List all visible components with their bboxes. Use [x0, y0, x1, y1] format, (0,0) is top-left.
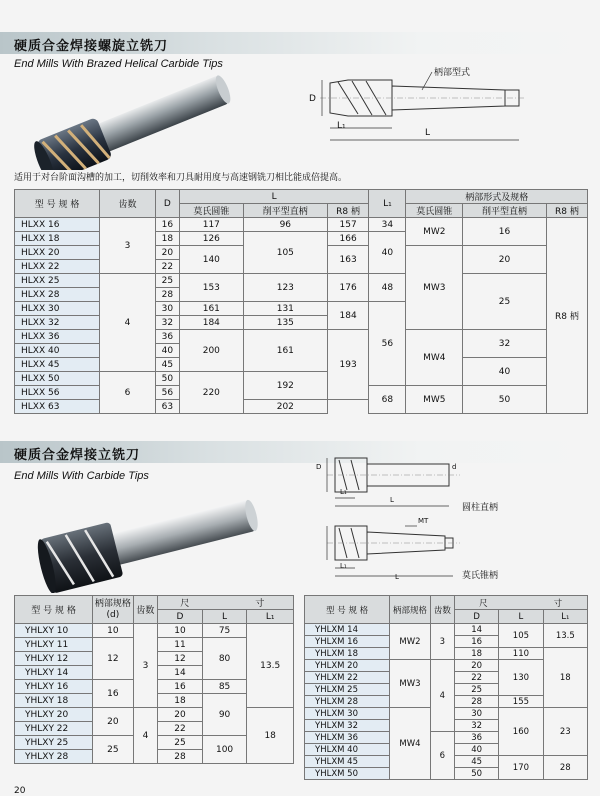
model-cell: YHLXM 22 — [305, 672, 390, 684]
col-model: 型 号 规 格 — [15, 596, 93, 624]
l-cell: 105 — [499, 624, 543, 648]
col-l: L — [179, 190, 368, 204]
teeth-cell: 6 — [430, 732, 454, 780]
model-cell: YHLXM 14 — [305, 624, 390, 636]
d-cell: 20 — [155, 246, 179, 260]
teeth-cell: 4 — [100, 274, 156, 372]
shank-cell: 20 — [93, 708, 133, 736]
l-cell: 170 — [499, 756, 543, 780]
drawing-l1-label: L₁ — [337, 121, 346, 131]
model-cell: YHLXY 22 — [15, 722, 93, 736]
d-cell: 56 — [155, 386, 179, 400]
model-cell: YHLXM 40 — [305, 744, 390, 756]
d-cell: 22 — [158, 722, 203, 736]
model-cell: HLXX 28 — [15, 288, 100, 302]
l1-cell: 13.5 — [247, 624, 294, 708]
model-cell: YHLXY 20 — [15, 708, 93, 722]
mw-cell: MW3 — [406, 246, 463, 330]
model-cell: YHLXM 45 — [305, 756, 390, 768]
col-teeth: 齿数 — [430, 596, 454, 624]
d-cell: 22 — [455, 672, 499, 684]
col-l1: L₁ — [543, 610, 587, 624]
straight-shank-label: 圆柱直柄 — [462, 503, 499, 513]
d-cell: 12 — [158, 652, 203, 666]
d-cell: 22 — [155, 260, 179, 274]
d-cell: 18 — [455, 648, 499, 660]
col-l: L — [202, 610, 247, 624]
l-cell: 130 — [499, 660, 543, 696]
teeth-cell: 3 — [100, 218, 156, 274]
l-cell: 110 — [499, 648, 543, 660]
col-shank-r8: R8 柄 — [546, 204, 587, 218]
l-morse-cell: 117 — [179, 218, 243, 232]
l1-cell: 56 — [369, 302, 406, 386]
l-flat-cell: 96 — [243, 218, 327, 232]
l1-cell: 23 — [543, 708, 587, 756]
col-l-r8: R8 柄 — [327, 204, 368, 218]
l-morse-cell: 161 — [179, 302, 243, 316]
carbide-end-mill-photo — [30, 488, 260, 593]
flat-shank-cell: 16 — [463, 218, 547, 246]
straight-shank-table — [14, 595, 294, 764]
model-cell: YHLXY 12 — [15, 652, 93, 666]
drawing2b-l1-label: L₁ — [340, 562, 347, 570]
model-cell: HLXX 25 — [15, 274, 100, 288]
drawing2b-l-label: L — [395, 573, 399, 581]
drawing-l-label: L — [425, 128, 431, 138]
teeth-cell: 6 — [100, 372, 156, 414]
l1-cell: 68 — [369, 386, 406, 414]
model-cell: YHLXM 25 — [305, 684, 390, 696]
model-cell: YHLXY 16 — [15, 680, 93, 694]
l-morse-cell: 220 — [179, 372, 243, 414]
col-shank: 柄部形式及规格 — [406, 190, 588, 204]
flat-shank-cell: 40 — [463, 358, 547, 386]
drawing2-d-label: D — [316, 463, 322, 471]
d-cell: 25 — [158, 736, 203, 750]
shank-cell: MW3 — [390, 660, 430, 708]
d-cell: 16 — [455, 636, 499, 648]
d-cell: 28 — [155, 288, 179, 302]
l1-cell: 13.5 — [543, 624, 587, 648]
d-cell: 18 — [158, 694, 203, 708]
drawing2-dd-label: d — [452, 463, 457, 471]
d-cell: 10 — [158, 624, 203, 638]
col-model: 型 号 规 格 — [15, 190, 100, 218]
drawing2-l-label: L — [390, 496, 394, 504]
d-cell: 18 — [155, 232, 179, 246]
col-size: 尺 寸 — [455, 596, 588, 610]
d-cell: 16 — [155, 218, 179, 232]
l1-cell: 34 — [369, 218, 406, 232]
d-cell: 30 — [155, 302, 179, 316]
model-cell: YHLXY 25 — [15, 736, 93, 750]
flat-shank-cell: 32 — [463, 330, 547, 358]
l-r8-cell: 176 — [327, 274, 368, 302]
col-shank-morse: 莫氏圆锥 — [406, 204, 463, 218]
d-cell: 36 — [455, 732, 499, 744]
col-size: 尺 寸 — [158, 596, 294, 610]
l-flat-cell: 202 — [243, 400, 327, 414]
helical-end-mill-photo — [25, 70, 240, 170]
l-morse-cell: 140 — [179, 246, 243, 274]
helical-end-mill-drawing — [300, 68, 535, 148]
l-r8-cell: 193 — [327, 330, 368, 400]
col-l-flat: 削平型直柄 — [243, 204, 327, 218]
col-l-morse: 莫氏圆锥 — [179, 204, 243, 218]
l1-cell: 18 — [543, 648, 587, 708]
drawing2-l1-label: L₁ — [340, 488, 347, 496]
mw-cell: MW4 — [406, 330, 463, 386]
flat-shank-cell: 20 — [463, 246, 547, 274]
l-r8-cell: 163 — [327, 246, 368, 274]
drawing-d-label: D — [309, 94, 316, 104]
l-flat-cell: 105 — [243, 232, 327, 274]
model-cell: HLXX 45 — [15, 358, 100, 372]
d-cell: 14 — [455, 624, 499, 636]
flat-shank-cell: 25 — [463, 274, 547, 330]
model-cell: YHLXY 10 — [15, 624, 93, 638]
shank-cell: 10 — [93, 624, 133, 638]
model-cell: HLXX 50 — [15, 372, 100, 386]
model-cell: YHLXM 28 — [305, 696, 390, 708]
d-cell: 40 — [155, 344, 179, 358]
d-cell: 50 — [155, 372, 179, 386]
model-cell: YHLXY 11 — [15, 638, 93, 652]
r8-shank-cell: R8 柄 — [546, 218, 587, 414]
mw-cell: MW5 — [406, 386, 463, 414]
col-shank: 柄部规格 (d) — [93, 596, 133, 624]
page-number: 20 — [14, 786, 26, 796]
teeth-cell: 4 — [430, 660, 454, 732]
teeth-cell: 4 — [133, 708, 158, 764]
section1-note: 适用于对台阶面沟槽的加工，切削效率和刀具耐用度与高速钢铣刀相比能成倍提高。 — [14, 173, 348, 183]
shank-cell: MW4 — [390, 708, 430, 780]
flat-shank-cell: 50 — [463, 386, 547, 414]
d-cell: 11 — [158, 638, 203, 652]
d-cell: 36 — [155, 330, 179, 344]
l-cell: 90 — [202, 694, 247, 736]
d-cell: 32 — [455, 720, 499, 732]
col-d: D — [158, 610, 203, 624]
morse-shank-label: 莫氏锥柄 — [462, 571, 499, 581]
model-cell: HLXX 18 — [15, 232, 100, 246]
model-cell: YHLXM 30 — [305, 708, 390, 720]
section1-subtitle: End Mills With Brazed Helical Carbide Tips — [14, 58, 223, 70]
l-morse-cell: 126 — [179, 232, 243, 246]
l-cell: 160 — [499, 708, 543, 756]
l-cell: 80 — [202, 638, 247, 680]
l-cell: 100 — [202, 736, 247, 764]
section2-title: 硬质合金焊接立铣刀 — [14, 448, 141, 463]
section2-banner — [0, 441, 600, 463]
d-cell: 16 — [158, 680, 203, 694]
col-teeth: 齿数 — [100, 190, 156, 218]
shank-cell: MW2 — [390, 624, 430, 660]
model-cell: YHLXM 20 — [305, 660, 390, 672]
l-cell: 155 — [499, 696, 543, 708]
l-morse-cell: 200 — [179, 330, 243, 372]
mw-cell: MW2 — [406, 218, 463, 246]
model-cell: YHLXM 16 — [305, 636, 390, 648]
l-flat-cell: 123 — [243, 274, 327, 302]
d-cell: 14 — [158, 666, 203, 680]
l1-cell: 48 — [369, 274, 406, 302]
d-cell: 20 — [158, 708, 203, 722]
d-cell: 28 — [158, 750, 203, 764]
model-cell: YHLXM 18 — [305, 648, 390, 660]
shank-cell: 12 — [93, 638, 133, 680]
d-cell: 20 — [455, 660, 499, 672]
model-cell: YHLXM 50 — [305, 768, 390, 780]
drawing2-mt-label: MT — [418, 517, 429, 525]
l-cell: 75 — [202, 624, 247, 638]
col-shank: 柄部规格 — [390, 596, 430, 624]
d-cell: 25 — [155, 274, 179, 288]
l-flat-cell: 161 — [243, 330, 327, 372]
l-r8-cell: 166 — [327, 232, 368, 246]
model-cell: HLXX 56 — [15, 386, 100, 400]
model-cell: HLXX 40 — [15, 344, 100, 358]
col-l1: L₁ — [247, 610, 294, 624]
shank-type-label: 柄部型式 — [434, 68, 471, 78]
teeth-cell: 3 — [430, 624, 454, 660]
d-cell: 63 — [155, 400, 179, 414]
d-cell: 30 — [455, 708, 499, 720]
shank-cell: 25 — [93, 736, 133, 764]
l-cell: 85 — [202, 680, 247, 694]
section2-subtitle: End Mills With Carbide Tips — [14, 470, 149, 482]
col-d: D — [155, 190, 179, 218]
d-cell: 32 — [155, 316, 179, 330]
straight-shank-drawing — [305, 452, 465, 512]
d-cell: 45 — [155, 358, 179, 372]
l-morse-cell: 184 — [179, 316, 243, 330]
d-cell: 45 — [455, 756, 499, 768]
model-cell: YHLXY 28 — [15, 750, 93, 764]
d-cell: 50 — [455, 768, 499, 780]
l-flat-cell: 135 — [243, 316, 327, 330]
d-cell: 40 — [455, 744, 499, 756]
teeth-cell: 3 — [133, 624, 158, 708]
l-morse-cell: 153 — [179, 274, 243, 302]
model-cell: YHLXY 18 — [15, 694, 93, 708]
model-cell: HLXX 30 — [15, 302, 100, 316]
col-l1: L₁ — [369, 190, 406, 218]
d-cell: 28 — [455, 696, 499, 708]
col-teeth: 齿数 — [133, 596, 158, 624]
model-cell: HLXX 32 — [15, 316, 100, 330]
model-cell: HLXX 20 — [15, 246, 100, 260]
l1-cell: 28 — [543, 756, 587, 780]
model-cell: HLXX 16 — [15, 218, 100, 232]
col-model: 型 号 规 格 — [305, 596, 390, 624]
col-l: L — [499, 610, 543, 624]
model-cell: HLXX 22 — [15, 260, 100, 274]
model-cell: HLXX 63 — [15, 400, 100, 414]
section1-title: 硬质合金焊接螺旋立铣刀 — [14, 39, 169, 54]
l1-cell: 40 — [369, 232, 406, 274]
model-cell: HLXX 36 — [15, 330, 100, 344]
l-r8-cell: 184 — [327, 302, 368, 330]
l-flat-cell: 131 — [243, 302, 327, 316]
morse-shank-table — [304, 595, 588, 780]
l-r8-cell: 157 — [327, 218, 368, 232]
l-flat-cell: 192 — [243, 372, 327, 400]
col-d: D — [455, 610, 499, 624]
l1-cell: 18 — [247, 708, 294, 764]
model-cell: YHLXY 14 — [15, 666, 93, 680]
helical-spec-table — [14, 189, 588, 414]
d-cell: 25 — [455, 684, 499, 696]
model-cell: YHLXM 32 — [305, 720, 390, 732]
section1-banner — [0, 32, 600, 54]
morse-shank-drawing — [305, 518, 465, 583]
shank-cell: 16 — [93, 680, 133, 708]
model-cell: YHLXM 36 — [305, 732, 390, 744]
col-shank-flat: 削平型直柄 — [463, 204, 547, 218]
